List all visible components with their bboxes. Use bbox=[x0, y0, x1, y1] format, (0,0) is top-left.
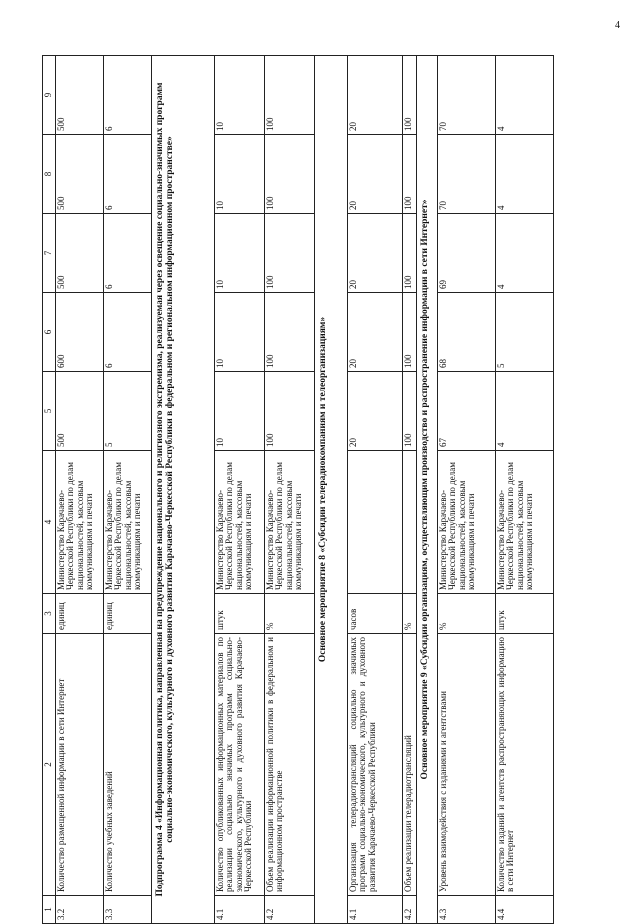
value: 20 bbox=[347, 56, 402, 135]
indicators-table bbox=[42, 55, 554, 924]
indicator-name: Количество изданий и агентств распространяющих информацию в сети Интернет bbox=[495, 634, 553, 896]
unit: штук bbox=[495, 594, 553, 634]
value: 10 bbox=[214, 372, 264, 451]
col-num: 2 bbox=[43, 634, 56, 896]
value: 68 bbox=[437, 293, 495, 372]
value: 20 bbox=[347, 372, 402, 451]
row-number: 4.2 bbox=[264, 896, 314, 924]
indicator-name: Уровень взаимодействия с изданиями и агентствами bbox=[437, 634, 495, 896]
value: 100 bbox=[402, 214, 416, 293]
row-number: 3.3 bbox=[103, 896, 151, 924]
value: 500 bbox=[55, 56, 103, 135]
row-number: 4.1 bbox=[347, 896, 402, 924]
section-row bbox=[416, 56, 437, 924]
value: 10 bbox=[214, 56, 264, 135]
indicator-name: Количество учебных заведений bbox=[103, 634, 151, 896]
col-num: 3 bbox=[43, 594, 56, 634]
value: 100 bbox=[264, 293, 314, 372]
value: 10 bbox=[214, 293, 264, 372]
col-num: 8 bbox=[43, 135, 56, 214]
col-num: 6 bbox=[43, 293, 56, 372]
subprogram-4-title: Подпрограмма 4 «Информационная политика, направленная на предупреждение национального и религиозного экстремизма, реализуемая через освещение социально-значимых программ социально-экономического, культурного и духовного развития Карачаево-Черкесской Республики в федеральном и региональном информационном пространстве» bbox=[151, 56, 214, 924]
page-number: 4 bbox=[615, 20, 620, 31]
value: 100 bbox=[402, 135, 416, 214]
value: 4 bbox=[495, 214, 553, 293]
row-number: 4.3 bbox=[437, 896, 495, 924]
table-row bbox=[264, 56, 314, 924]
table-row bbox=[103, 56, 151, 924]
value: 100 bbox=[264, 56, 314, 135]
table-row bbox=[214, 56, 264, 924]
value: 500 bbox=[55, 214, 103, 293]
value: 4 bbox=[495, 372, 553, 451]
responsible: Министерство Карачаево-Черкесской Республики по делам национальностей, массовым коммуникациям и печати bbox=[214, 451, 264, 594]
section-row bbox=[151, 56, 214, 924]
measure-8-title: Основное мероприятие 8 «Субсидии телерадиокомпаниям и телеорганизациям» bbox=[314, 56, 347, 924]
unit: % bbox=[402, 594, 416, 634]
responsible: Министерство Карачаево-Черкесской Республики по делам национальностей, массовым коммуникациям и печати bbox=[55, 451, 103, 594]
value: 100 bbox=[402, 293, 416, 372]
value: 4 bbox=[495, 56, 553, 135]
section-row bbox=[314, 56, 347, 924]
value: 70 bbox=[437, 56, 495, 135]
responsible: Министерство Карачаево-Черкесской Республики по делам национальностей, массовым коммуникациям и печати bbox=[437, 451, 495, 594]
value: 67 bbox=[437, 372, 495, 451]
value: 69 bbox=[437, 214, 495, 293]
indicator-name: Количество размещенной информации в сети Интернет bbox=[55, 634, 103, 896]
unit: единиц bbox=[103, 594, 151, 634]
responsible: Министерство Карачаево-Черкесской Республики по делам национальностей, массовым коммуникациям и печати bbox=[103, 451, 151, 594]
value: 100 bbox=[402, 372, 416, 451]
value: 6 bbox=[103, 214, 151, 293]
row-number: 3.2 bbox=[55, 896, 103, 924]
row-number: 4.2 bbox=[402, 896, 416, 924]
value: 5 bbox=[103, 372, 151, 451]
value: 10 bbox=[214, 214, 264, 293]
value: 100 bbox=[264, 214, 314, 293]
measure-9-title: Основное мероприятие 9 «Субсидии организациям, осуществляющим производство и распространение информации в сети Интернет» bbox=[416, 56, 437, 924]
col-num: 7 bbox=[43, 214, 56, 293]
column-number-row bbox=[43, 56, 56, 924]
unit: единиц bbox=[55, 594, 103, 634]
responsible: Министерство Карачаево-Черкесской Республики по делам национальностей, массовым коммуникациям и печати bbox=[495, 451, 553, 594]
col-num: 4 bbox=[43, 451, 56, 594]
indicator-name: Количество опубликованных информационных материалов по реализации социально значимых программ социально-экономического, культурного и духовного развития Карачаево-Черкесской Республики bbox=[214, 634, 264, 896]
table-row bbox=[347, 56, 402, 924]
value: 20 bbox=[347, 214, 402, 293]
value: 500 bbox=[55, 372, 103, 451]
value: 20 bbox=[347, 135, 402, 214]
table-row bbox=[402, 56, 416, 924]
value: 4 bbox=[495, 135, 553, 214]
value: 100 bbox=[402, 56, 416, 135]
value: 6 bbox=[103, 135, 151, 214]
row-number: 4.1 bbox=[214, 896, 264, 924]
row-number: 4.4 bbox=[495, 896, 553, 924]
unit: часов bbox=[347, 594, 402, 634]
responsible bbox=[347, 451, 402, 594]
rotated-table-page bbox=[42, 56, 590, 924]
value: 70 bbox=[437, 135, 495, 214]
responsible: Министерство Карачаево-Черкесской Республики по делам национальностей, массовым коммуникациям и печати bbox=[264, 451, 314, 594]
value: 5 bbox=[495, 293, 553, 372]
value: 100 bbox=[264, 372, 314, 451]
responsible bbox=[402, 451, 416, 594]
indicator-name: Объем реализации телерадиотрансляций bbox=[402, 634, 416, 896]
value: 10 bbox=[214, 135, 264, 214]
value: 6 bbox=[103, 56, 151, 135]
value: 600 bbox=[55, 293, 103, 372]
table-row bbox=[55, 56, 103, 924]
unit: % bbox=[437, 594, 495, 634]
unit: % bbox=[264, 594, 314, 634]
table-row bbox=[495, 56, 553, 924]
unit: штук bbox=[214, 594, 264, 634]
col-num: 5 bbox=[43, 372, 56, 451]
value: 20 bbox=[347, 293, 402, 372]
value: 100 bbox=[264, 135, 314, 214]
value: 500 bbox=[55, 135, 103, 214]
indicator-name: Объем реализации информационной политики в федеральном и информационном пространстве bbox=[264, 634, 314, 896]
value: 6 bbox=[103, 293, 151, 372]
indicator-name: Организация телерадиотрансляций социально значимых программ социально-экономического, культурного и духовного развития Карачаево-Черкесской Республики bbox=[347, 634, 402, 896]
col-num: 9 bbox=[43, 56, 56, 135]
table-row bbox=[437, 56, 495, 924]
col-num: 1 bbox=[43, 896, 56, 924]
